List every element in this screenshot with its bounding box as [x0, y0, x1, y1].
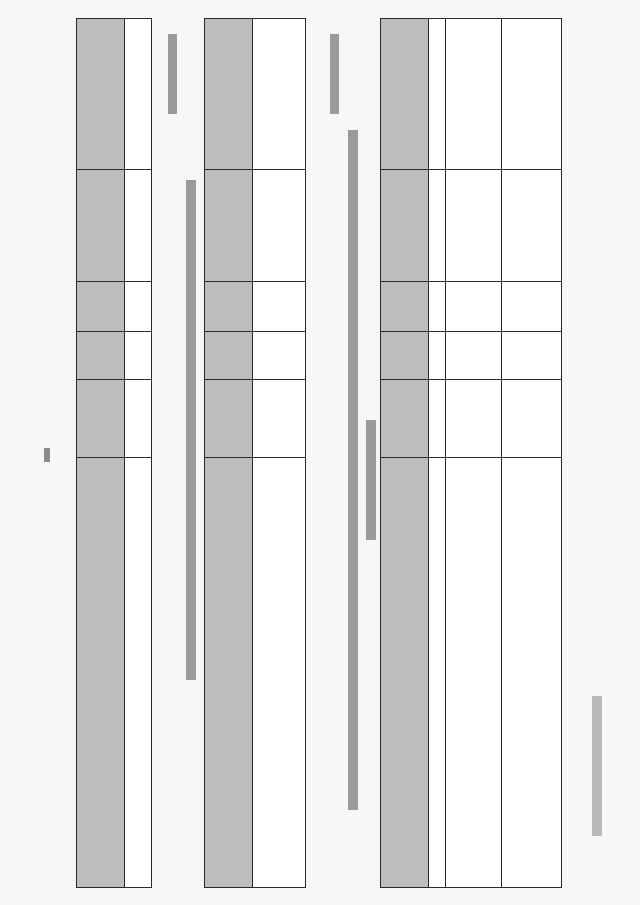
- table-header: [381, 19, 429, 887]
- table-header: [77, 19, 125, 887]
- column-divider: [205, 281, 305, 282]
- table-header: [205, 19, 253, 887]
- column-divider: [77, 169, 151, 170]
- table-caption: [366, 420, 376, 540]
- row-divider: [445, 19, 446, 887]
- table-caption: [186, 180, 196, 680]
- column-divider: [205, 379, 305, 380]
- table: [380, 18, 562, 888]
- row-divider: [501, 19, 502, 887]
- column-divider: [381, 281, 561, 282]
- column-divider: [77, 379, 151, 380]
- continued-table: [76, 18, 152, 888]
- table: [204, 18, 306, 888]
- column-divider: [381, 331, 561, 332]
- column-divider: [205, 169, 305, 170]
- column-divider: [205, 331, 305, 332]
- column-divider: [381, 169, 561, 170]
- column-divider: [77, 457, 151, 458]
- column-divider: [77, 331, 151, 332]
- table-number: [330, 34, 339, 114]
- column-divider: [205, 457, 305, 458]
- footer-stamp: [592, 696, 602, 836]
- column-divider: [381, 379, 561, 380]
- page-number: [44, 448, 50, 462]
- column-divider: [77, 281, 151, 282]
- table-caption: [348, 130, 358, 810]
- table-number: [168, 34, 177, 114]
- column-divider: [381, 457, 561, 458]
